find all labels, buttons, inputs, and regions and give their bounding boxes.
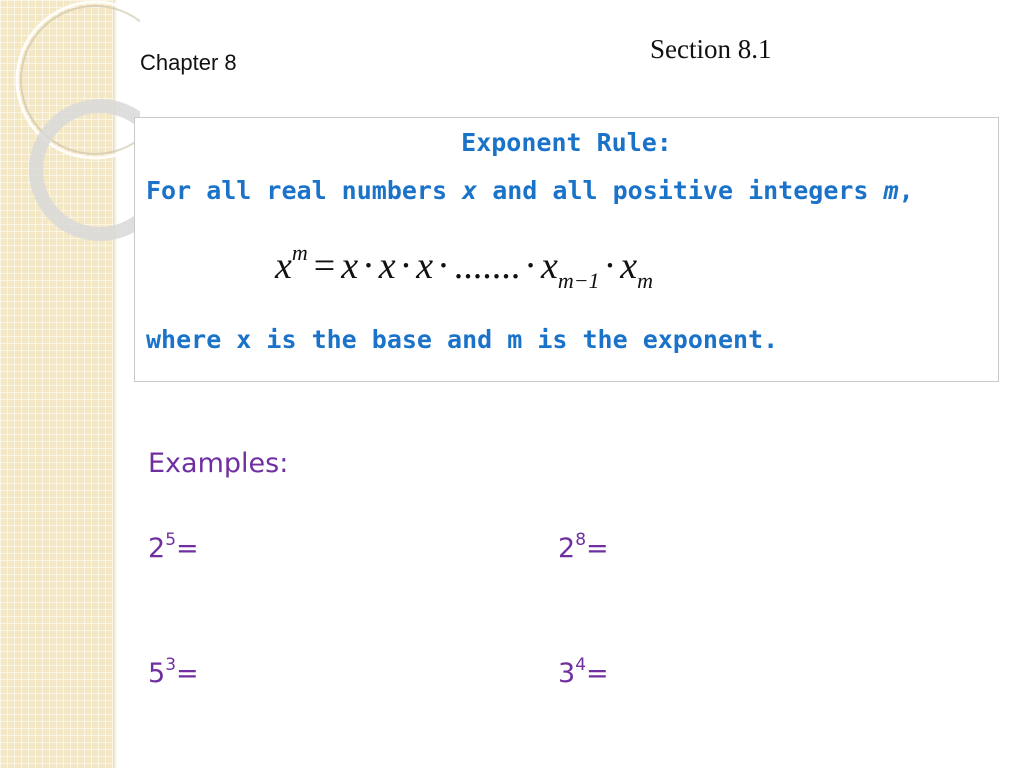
example-item [148,530,199,564]
example-equals: = [176,658,199,689]
example-equals: = [586,658,609,689]
formula-lhs-exponent: m [291,240,308,265]
formula-dot-1: · [362,245,375,287]
example-base: 2 [558,533,576,564]
formula-term-2: x [378,245,396,287]
section-label: Section 8.1 [650,34,772,64]
chapter-label: Chapter 8 [140,50,237,75]
formula-equals: = [313,245,336,287]
formula-term-3: x [416,245,434,287]
example-base: 2 [148,533,166,564]
exponent-formula [275,240,653,294]
formula-dot-5: · [603,245,617,287]
rule-title: Exponent Rule: [461,128,672,157]
example-exponent: 5 [165,530,177,550]
statement-middle: and all positive integers [477,176,884,205]
example-exponent: 3 [165,655,177,675]
example-base: 5 [148,658,166,689]
example-equals: = [176,533,199,564]
formula-term-1: x [341,245,359,287]
example-equals: = [586,533,609,564]
decorative-ring-1-shadow [21,6,140,154]
statement-var-m: m [883,176,899,205]
formula-dot-3: · [437,245,450,287]
examples-heading: Examples: [148,448,289,479]
statement-var-x: x [462,176,478,205]
example-base: 3 [558,658,576,689]
statement-suffix: , [898,176,914,205]
formula-ellipsis: ....... [453,245,521,287]
formula-dot-4: · [524,245,537,287]
formula-term-5-subscript: m [637,268,653,293]
formula-dot-2: · [399,245,413,287]
example-item [558,530,609,564]
example-item [558,655,609,689]
formula-lhs-base: x [275,245,292,287]
decorative-ring-2 [36,106,140,234]
rule-note: where x is the base and m is the exponent. [146,325,779,354]
decorative-rings [0,0,140,260]
example-exponent: 4 [575,655,587,675]
formula-term-5: x [620,245,638,287]
rule-statement [146,176,914,205]
example-item [148,655,199,689]
example-exponent: 8 [575,530,587,550]
formula-term-4: x [540,245,558,287]
formula-term-4-subscript: m−1 [557,268,600,293]
statement-prefix: For all real numbers [146,176,463,205]
decorative-ring-1 [17,2,140,158]
exponent-rule-box [134,117,999,382]
